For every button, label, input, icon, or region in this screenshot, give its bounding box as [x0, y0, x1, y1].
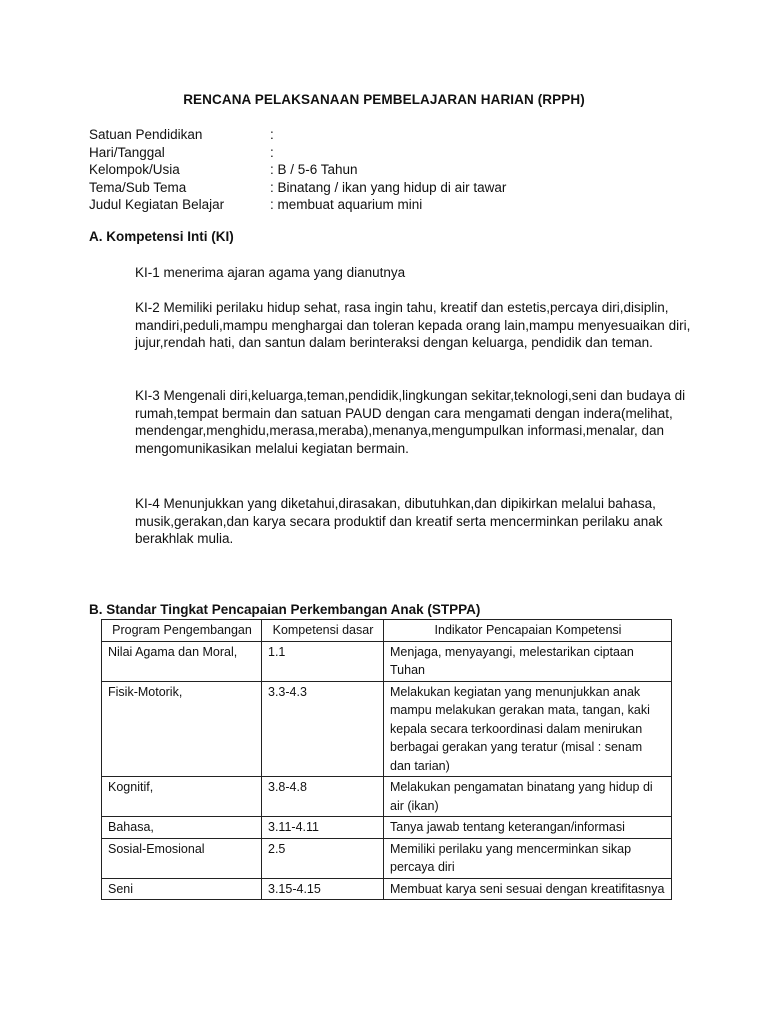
ki-2 — [135, 299, 695, 352]
table-row — [102, 838, 672, 878]
column-header: Kompetensi dasar — [262, 620, 384, 642]
info-row-hari — [89, 144, 506, 162]
info-label: Satuan Pendidikan — [89, 127, 203, 142]
section-a-heading: A. Kompetensi Inti (KI) — [89, 229, 234, 244]
ki-4 — [135, 495, 695, 548]
section-b-heading: B. Standar Tingkat Pencapaian Perkembangan Anak (STPPA) — [89, 602, 481, 617]
kd-cell: 1.1 — [262, 641, 384, 681]
page-title: RENCANA PELAKSANAAN PEMBELAJARAN HARIAN (RPPH) — [183, 92, 585, 107]
ki-text: KI-1 menerima ajaran agama yang dianutnya — [135, 265, 406, 280]
ki-3 — [135, 387, 695, 457]
info-row-kelompok — [89, 161, 506, 179]
info-value: : membuat aquarium mini — [270, 197, 423, 212]
kd-cell: 3.11-4.11 — [262, 817, 384, 839]
info-value: : — [270, 127, 274, 142]
program-cell: Fisik-Motorik, — [102, 681, 262, 777]
ki-text: KI-2 Memiliki perilaku hidup sehat, rasa ingin tahu, kreatif dan estetis,percaya diri,disiplin, mandiri,peduli,mampu menghargai dan toleran kepada orang lain,mampu menyesuaikan diri, jujur,rendah hati, dan santun dalam berinteraksi dengan keluarga, pendidik dan teman. — [135, 300, 691, 350]
program-cell: Seni — [102, 878, 262, 900]
ki-1 — [135, 264, 695, 282]
table-row — [102, 817, 672, 839]
kd-cell: 3.3-4.3 — [262, 681, 384, 777]
ki-text: KI-4 Menunjukkan yang diketahui,dirasakan, dibutuhkan,dan dipikirkan melalui bahasa, musik,gerakan,dan karya secara produktif dan kreatif serta mencerminkan perilaku anak berakhlak mulia. — [135, 496, 663, 546]
info-value: : B / 5-6 Tahun — [270, 162, 358, 177]
kd-cell: 3.8-4.8 — [262, 777, 384, 817]
table-row — [102, 878, 672, 900]
indikator-cell: Melakukan kegiatan yang menunjukkan anak mampu melakukan gerakan mata, tangan, kaki kepala secara terkoordinasi dalam menirukan berbagai gerakan yang teratur (misal : senam dan tarian) — [384, 681, 672, 777]
table-row — [102, 681, 672, 777]
program-cell: Kognitif, — [102, 777, 262, 817]
info-row-judul — [89, 196, 506, 214]
program-cell: Sosial-Emosional — [102, 838, 262, 878]
info-value: : Binatang / ikan yang hidup di air tawar — [270, 179, 507, 195]
indikator-cell: Memiliki perilaku yang mencerminkan sikap percaya diri — [384, 838, 672, 878]
table-row — [102, 641, 672, 681]
program-cell: Nilai Agama dan Moral, — [102, 641, 262, 681]
info-label: Tema/Sub Tema — [89, 179, 187, 195]
info-row-satuan — [89, 126, 506, 144]
info-row-tema — [89, 179, 506, 197]
ki-text: KI-3 Mengenali diri,keluarga,teman,pendidik,lingkungan sekitar,teknologi,seni dan budaya di rumah,tempat bermain dan satuan PAUD dengan cara mengamati dengan indera(melihat, mendengar,menghidu,merasa,meraba),menanya,mengumpulkan informasi,menalar, dan mengomunikasikan melalui kegiatan bermain. — [135, 388, 686, 456]
table-row — [102, 777, 672, 817]
indikator-cell: Melakukan pengamatan binatang yang hidup di air (ikan) — [384, 777, 672, 817]
column-header: Program Pengembangan — [102, 620, 262, 642]
table-header-row — [102, 620, 672, 642]
indikator-cell: Tanya jawab tentang keterangan/informasi — [384, 817, 672, 839]
info-value: : — [270, 144, 274, 160]
info-label: Hari/Tanggal — [89, 144, 165, 160]
stppa-table — [101, 619, 672, 900]
info-label: Judul Kegiatan Belajar — [89, 197, 225, 212]
kd-cell: 3.15-4.15 — [262, 878, 384, 900]
column-header: Indikator Pencapaian Kompetensi — [384, 620, 672, 642]
info-block — [89, 126, 506, 214]
indikator-cell: Membuat karya seni sesuai dengan kreatifitasnya — [384, 878, 672, 900]
info-label: Kelompok/Usia — [89, 162, 180, 177]
indikator-cell: Menjaga, menyayangi, melestarikan ciptaan Tuhan — [384, 641, 672, 681]
kd-cell: 2.5 — [262, 838, 384, 878]
program-cell: Bahasa, — [102, 817, 262, 839]
